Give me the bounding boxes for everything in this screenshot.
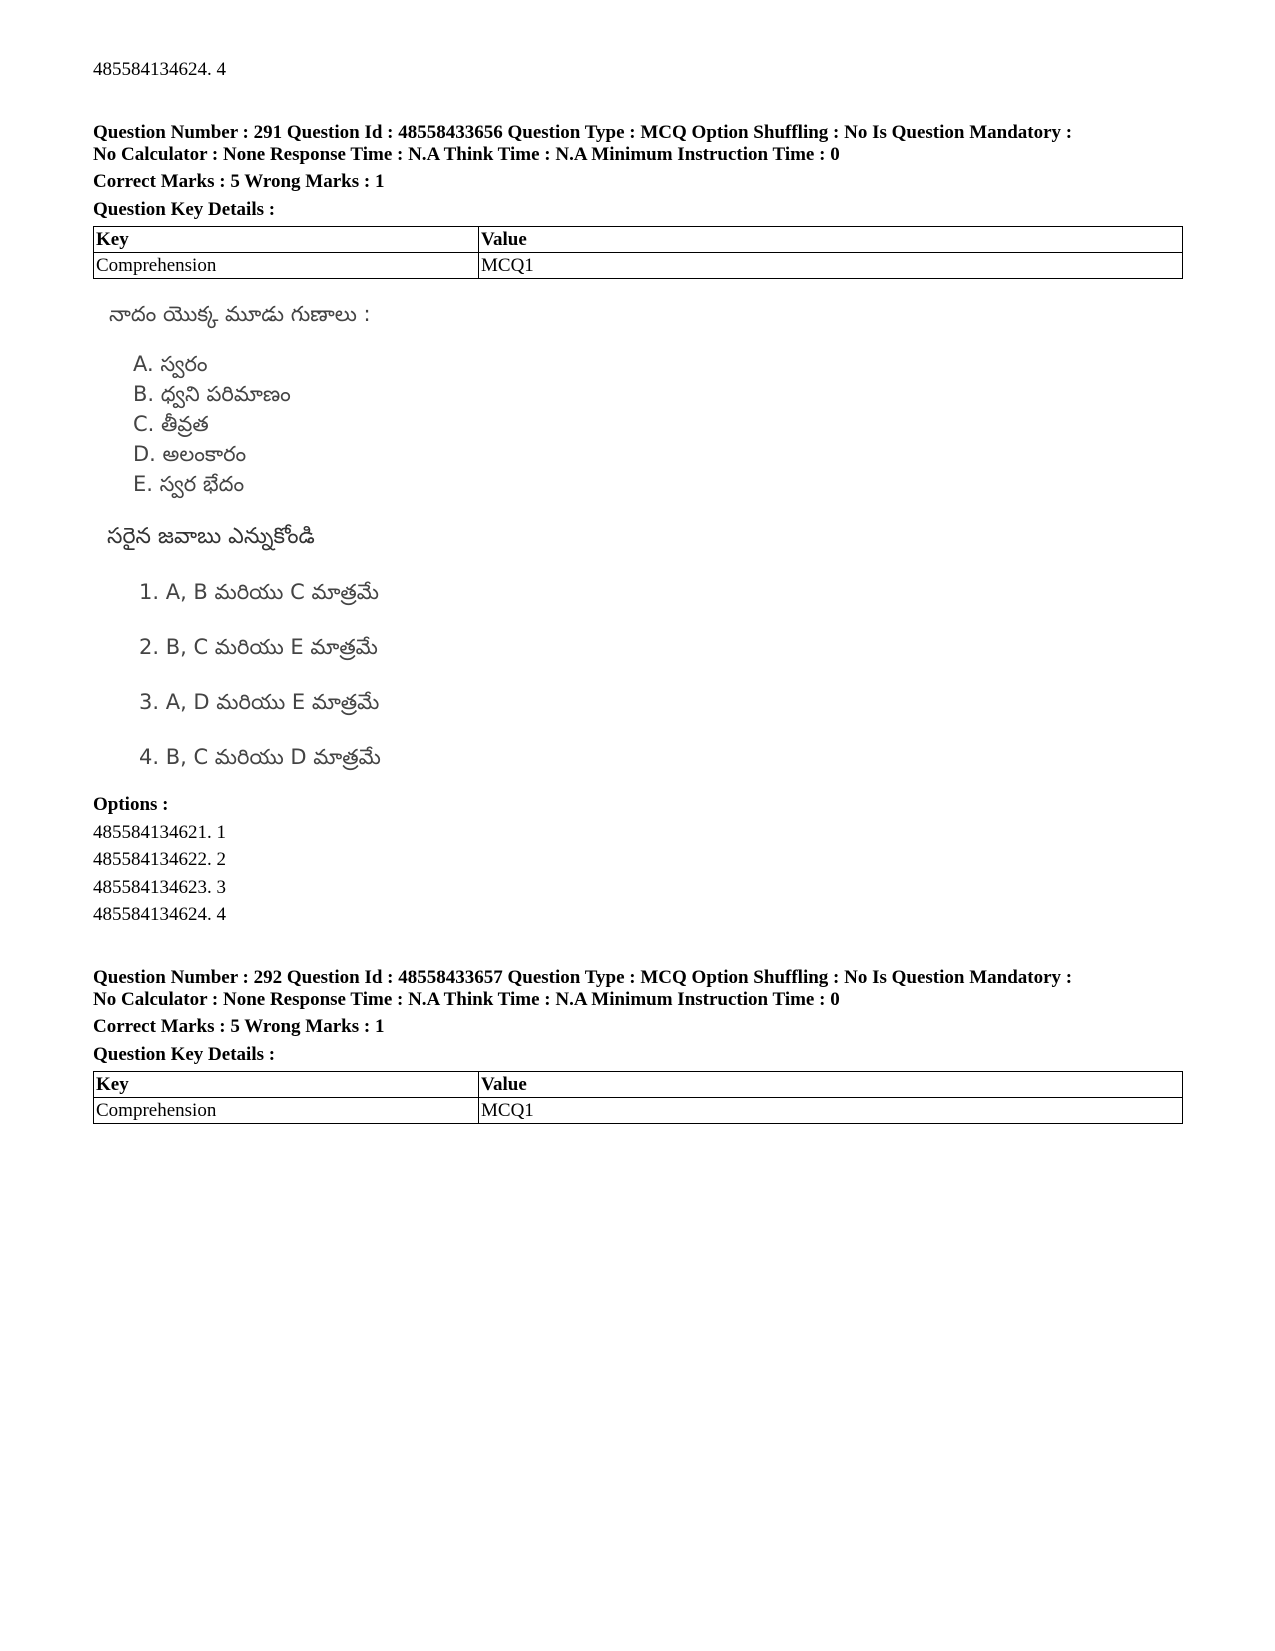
key-cell: Comprehension (94, 253, 479, 279)
question-292-key-table (93, 1071, 1183, 1124)
question-image (93, 300, 553, 800)
key-header: Key (94, 227, 479, 253)
question-291-key-details-label: Question Key Details : (93, 199, 276, 220)
statement-b: B. ధ్వని పరిమాణం (133, 382, 291, 406)
question-291-header-line1: Question Number : 291 Question Id : 48558433656 Question Type : MCQ Option Shuffling : No Is Question Mandatory : (93, 122, 1073, 143)
key-header: Key (94, 1072, 479, 1098)
question-292-key-details-label: Question Key Details : (93, 1044, 276, 1065)
table-row (94, 253, 1183, 279)
value-header: Value (479, 1072, 1183, 1098)
previous-option-line: 485584134624. 4 (93, 59, 226, 80)
option-1: 485584134621. 1 (93, 822, 226, 843)
question-292-header-line1: Question Number : 292 Question Id : 48558433657 Question Type : MCQ Option Shuffling : No Is Question Mandatory : (93, 967, 1073, 988)
question-stem: నాదం యొక్క మూడు గుణాలు : (109, 302, 371, 326)
table-row (94, 1098, 1183, 1124)
statement-d: D. అలంకారం (133, 442, 247, 466)
value-header: Value (479, 227, 1183, 253)
choice-2: 2. B, C మరియు E మాత్రమే (139, 635, 378, 659)
table-header-row (94, 1072, 1183, 1098)
choice-1: 1. A, B మరియు C మాత్రమే (139, 580, 379, 604)
statement-a: A. స్వరం (133, 352, 208, 376)
choice-3: 3. A, D మరియు E మాత్రమే (139, 690, 380, 714)
question-291-header-line2: No Calculator : None Response Time : N.A Think Time : N.A Minimum Instruction Time : 0 (93, 144, 840, 165)
question-291-key-table (93, 226, 1183, 279)
table-header-row (94, 227, 1183, 253)
question-292-marks: Correct Marks : 5 Wrong Marks : 1 (93, 1016, 385, 1037)
value-cell: MCQ1 (479, 1098, 1183, 1124)
options-label: Options : (93, 794, 169, 815)
option-2: 485584134622. 2 (93, 849, 226, 870)
question-292-header-line2: No Calculator : None Response Time : N.A Think Time : N.A Minimum Instruction Time : 0 (93, 989, 840, 1010)
question-291-marks: Correct Marks : 5 Wrong Marks : 1 (93, 171, 385, 192)
statement-e: E. స్వర భేదం (133, 472, 245, 496)
statement-c: C. తీవ్రత (133, 412, 209, 436)
value-cell: MCQ1 (479, 253, 1183, 279)
question-instruction: సరైన జవాబు ఎన్నుకోండి (107, 524, 315, 549)
option-3: 485584134623. 3 (93, 877, 226, 898)
option-4: 485584134624. 4 (93, 904, 226, 925)
choice-4: 4. B, C మరియు D మాత్రమే (139, 745, 381, 769)
key-cell: Comprehension (94, 1098, 479, 1124)
